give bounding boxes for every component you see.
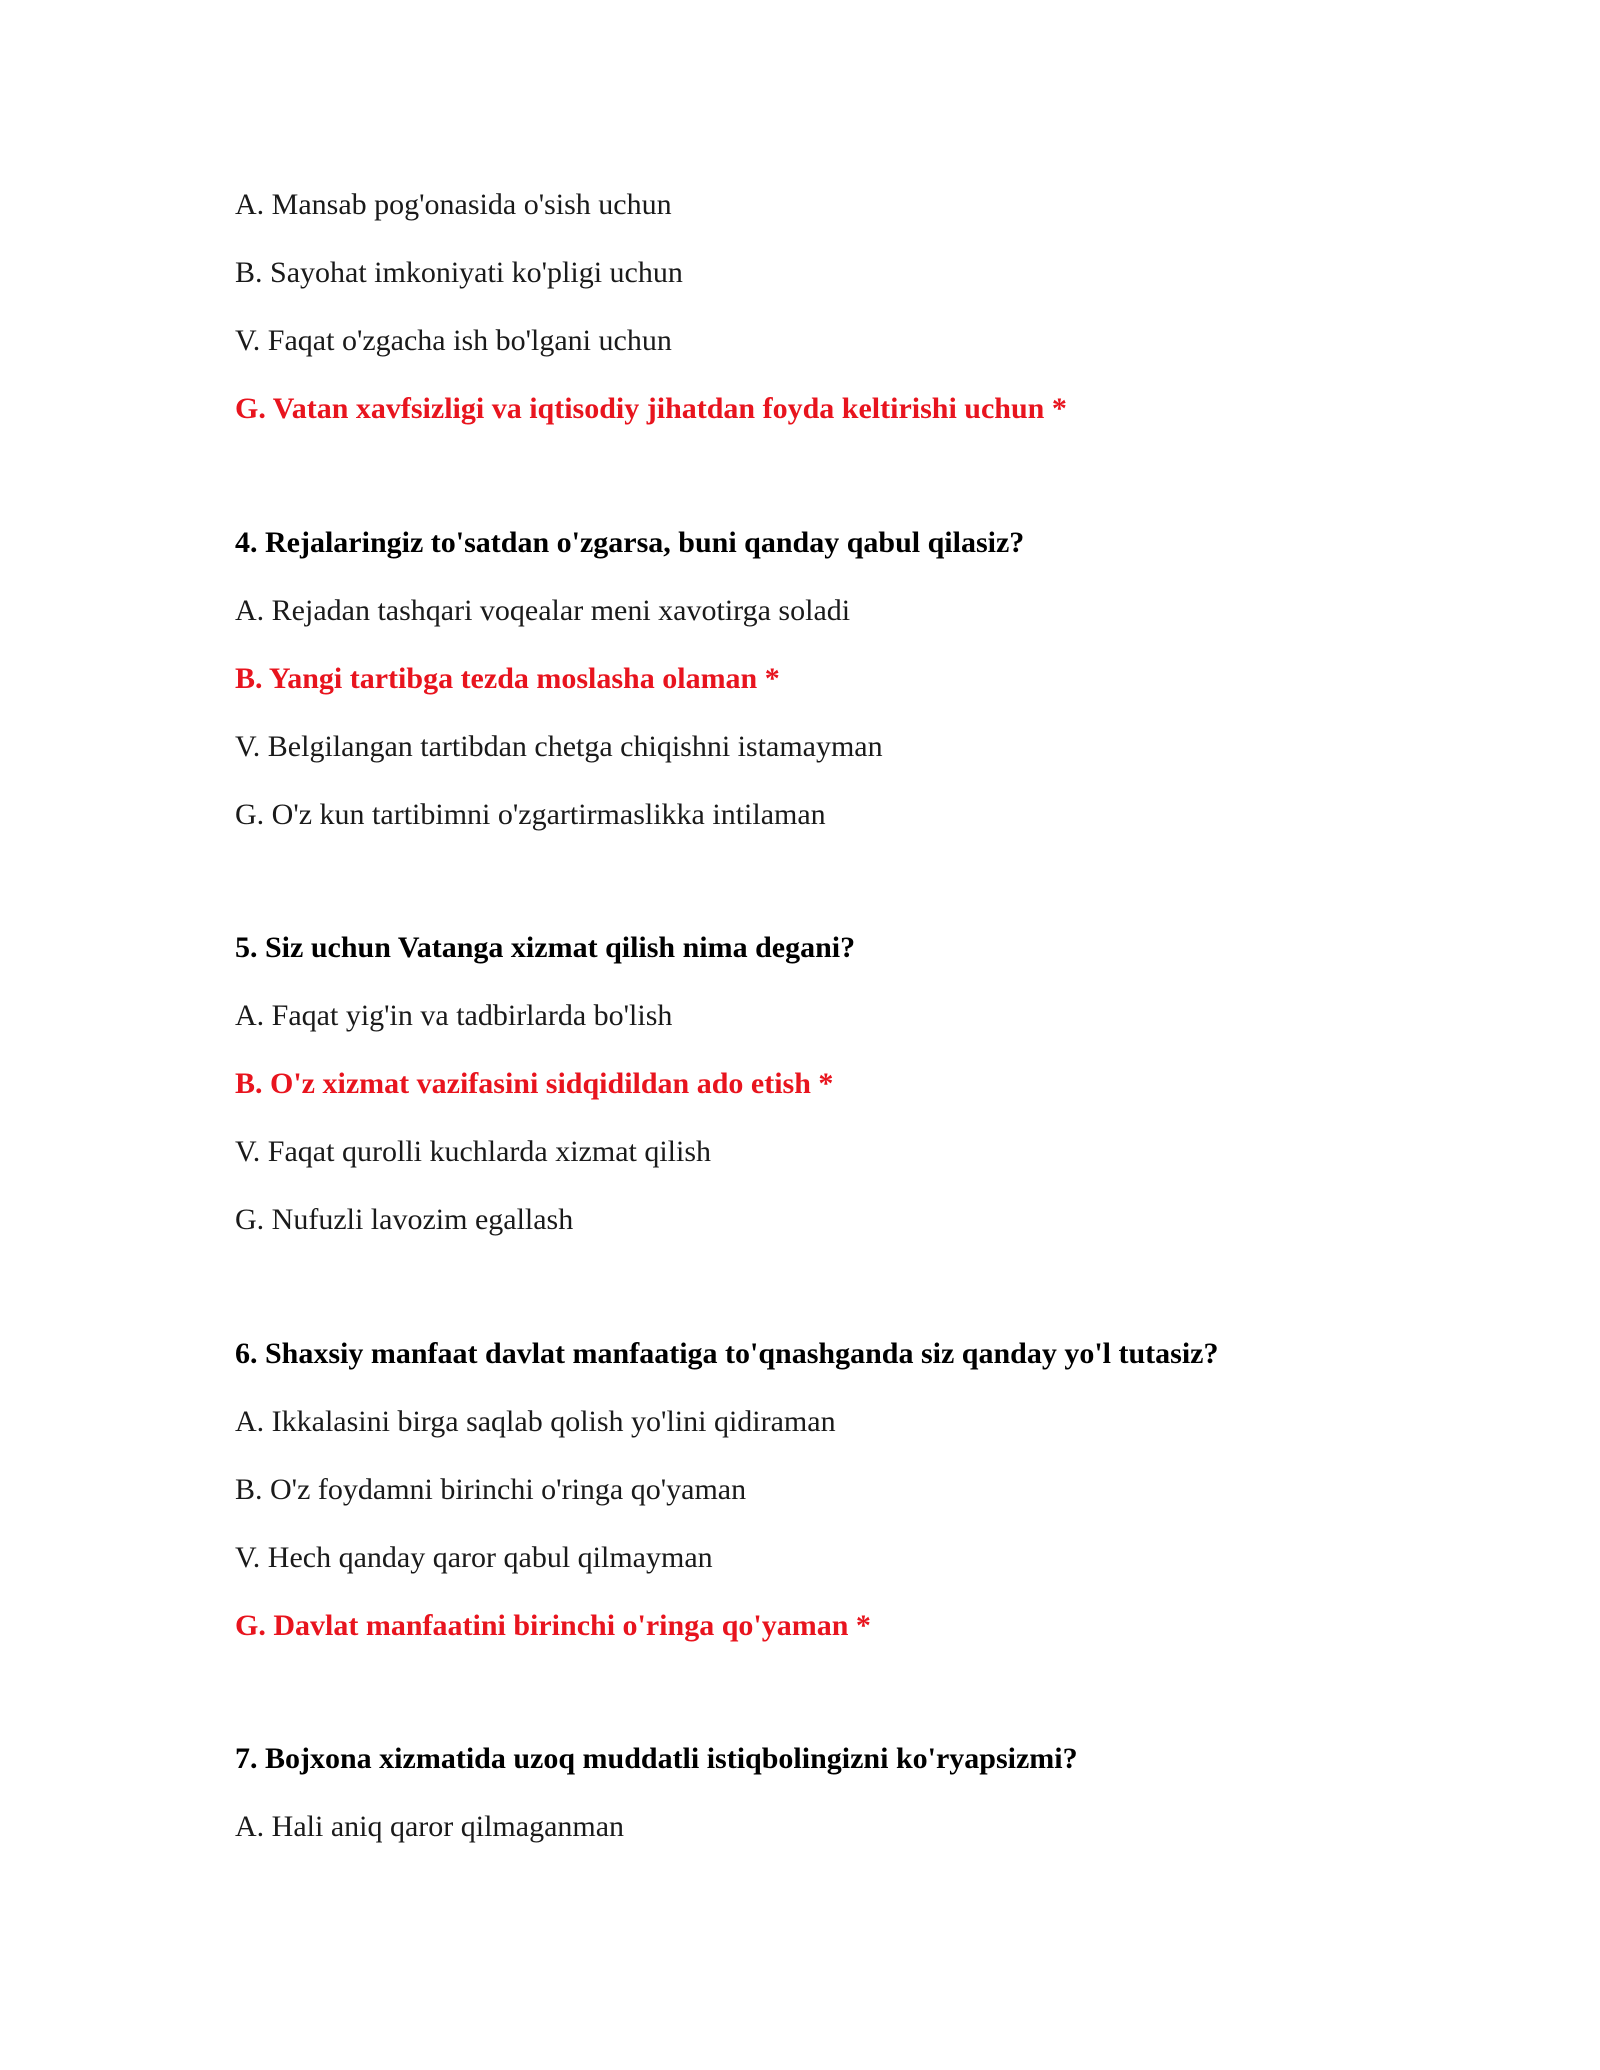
question-6-text: 6. Shaxsiy manfaat davlat manfaatiga to'qnashganda siz qanday yo'l tutasiz?: [235, 1337, 1219, 1370]
option-5v: V. Faqat qurolli kuchlarda xizmat qilish: [235, 1135, 712, 1168]
question-7-text: 7. Bojxona xizmatida uzoq muddatli istiqbolingizni ko'ryapsizmi?: [235, 1742, 1078, 1775]
option-5b-correct: B. O'z xizmat vazifasini sidqidildan ado etish *: [235, 1067, 834, 1100]
question-5: [235, 928, 1500, 1268]
option-4b-correct: B. Yangi tartibga tezda moslasha olaman *: [235, 662, 780, 695]
option-3v: V. Faqat o'zgacha ish bo'lgani uchun: [235, 324, 672, 357]
option-6v: V. Hech qanday qaror qabul qilmayman: [235, 1541, 713, 1574]
option-6g-correct: G. Davlat manfaatini birinchi o'ringa qo'yaman *: [235, 1609, 871, 1642]
option-5a: A. Faqat yig'in va tadbirlarda bo'lish: [235, 999, 673, 1032]
question-7: [235, 1739, 1500, 1875]
question-3-options: [235, 185, 1500, 457]
question-5-text: 5. Siz uchun Vatanga xizmat qilish nima degani?: [235, 931, 856, 964]
option-5g: G. Nufuzli lavozim egallash: [235, 1203, 574, 1236]
option-4v: V. Belgilangan tartibdan chetga chiqishni istamayman: [235, 730, 883, 763]
question-4-text: 4. Rejalaringiz to'satdan o'zgarsa, buni qanday qabul qilasiz?: [235, 526, 1025, 559]
option-7a: A. Hali aniq qaror qilmaganman: [235, 1810, 625, 1843]
option-6b: B. O'z foydamni birinchi o'ringa qo'yaman: [235, 1473, 747, 1506]
option-3b: B. Sayohat imkoniyati ko'pligi uchun: [235, 256, 683, 289]
option-4a: A. Rejadan tashqari voqealar meni xavotirga soladi: [235, 594, 851, 627]
option-6a: A. Ikkalasini birga saqlab qolish yo'lini qidiraman: [235, 1405, 836, 1438]
question-4: [235, 523, 1500, 863]
question-6: [235, 1334, 1500, 1674]
option-3g-correct: G. Vatan xavfsizligi va iqtisodiy jihatdan foyda keltirishi uchun *: [235, 392, 1067, 425]
option-4g: G. O'z kun tartibimni o'zgartirmaslikka intilaman: [235, 798, 826, 831]
option-3a: A. Mansab pog'onasida o'sish uchun: [235, 188, 672, 221]
